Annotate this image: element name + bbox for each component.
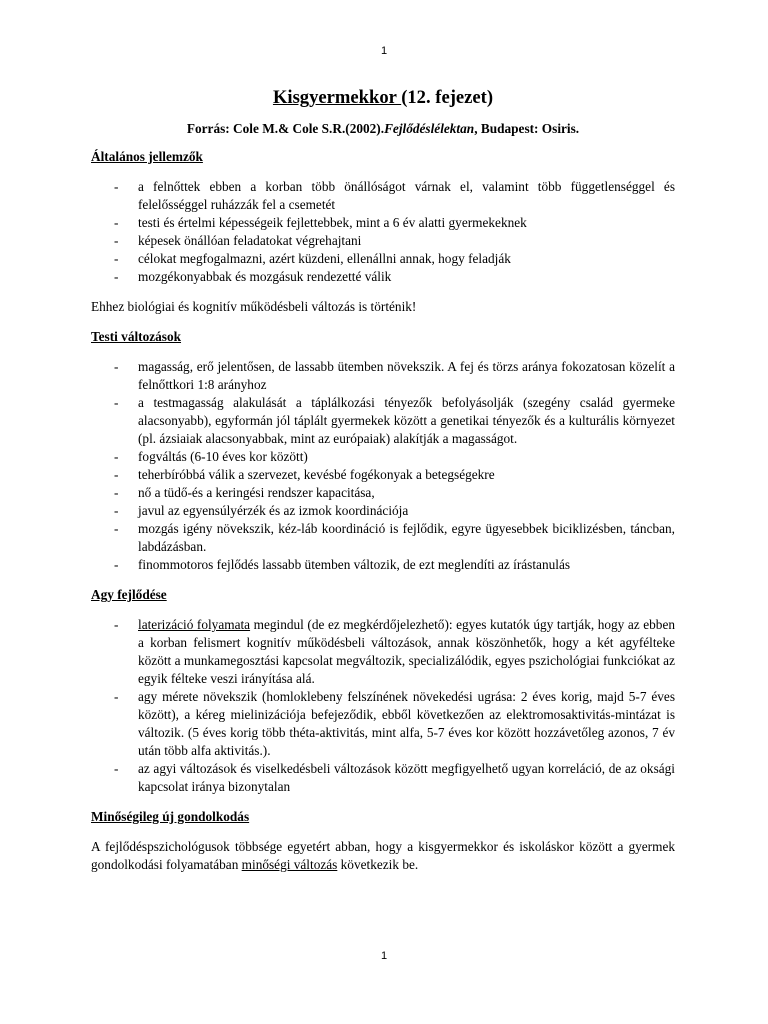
page-number-header: 1 (380, 45, 388, 57)
list-item (91, 556, 675, 574)
list-item-text: testi és értelmi képességeik fejlettebbek, mint a 6 év alatti gyermekeknek (138, 215, 527, 230)
general-list (91, 178, 675, 286)
dash-bullet: - (114, 689, 119, 704)
list-item (91, 214, 675, 232)
document-body (91, 86, 675, 886)
qualitative-change-term: minőségi változás (241, 857, 338, 872)
source-citation (91, 120, 675, 138)
list-item-text: képesek önállóan feladatokat végrehajtani (138, 233, 362, 248)
source-book: Fejlődéslélektan (384, 121, 475, 136)
dash-bullet: - (114, 557, 119, 572)
paragraph-text: következik be. (337, 857, 419, 872)
list-item (91, 484, 675, 502)
list-item (91, 394, 675, 448)
lateralization-term: laterizáció folyamata (138, 617, 251, 632)
title-main: Kisgyermekkor (272, 87, 402, 108)
list-item-text: teherbíróbbá válik a szervezet, kevésbé fogékonyak a betegségekre (138, 467, 495, 482)
list-item (91, 178, 675, 214)
dash-bullet: - (114, 485, 119, 500)
list-item (91, 250, 675, 268)
general-closing: Ehhez biológiai és kognitív működésbeli változás is történik! (91, 299, 417, 314)
list-item (91, 448, 675, 466)
list-item-text: mozgás igény növekszik, kéz-láb koordináció is fejlődik, egyre ügyesebbek biciklizésben, táncban, labdázásban. (138, 521, 675, 554)
page-number-footer: 1 (380, 950, 388, 962)
dash-bullet: - (114, 395, 119, 410)
dash-bullet: - (114, 521, 119, 536)
list-item-text: a testmagasság alakulását a táplálkozási tényezők befolyásolják (szegény család gyermeke alacsonyabb), egyformán jól táplált gyermekek között a genetikai tényezők és a kulturális környezet (pl. ázsiaiak alacsonyabbak, mint az európaiak) alakítják a magasságot. (138, 395, 675, 446)
brain-list (91, 616, 675, 796)
section-heading-physical: Testi változások (91, 329, 182, 344)
dash-bullet: - (114, 503, 119, 518)
dash-bullet: - (114, 359, 119, 374)
section-heading-thinking: Minőségileg új gondolkodás (91, 809, 250, 824)
list-item-text: magasság, erő jelentősen, de lassabb ütemben növekszik. A fej és törzs aránya fokozatosan közelít a felnőttkori 1:8 arányhoz (138, 359, 675, 392)
list-item-text: fogváltás (6-10 éves kor között) (138, 449, 308, 464)
dash-bullet: - (114, 449, 119, 464)
list-item-text: mozgékonyabbak és mozgásuk rendezetté válik (138, 269, 392, 284)
list-item (91, 502, 675, 520)
source-prefix: Forrás: Cole M.& Cole S.R.(2002). (186, 121, 385, 136)
list-item (91, 760, 675, 796)
list-item (91, 688, 675, 760)
list-item (91, 358, 675, 394)
list-item (91, 616, 675, 688)
list-item-text: finommotoros fejlődés lassabb ütemben változik, de ezt meglendíti az írástanulás (138, 557, 571, 572)
dash-bullet: - (114, 617, 119, 632)
paragraph-text: A fejlődéspszichológusok többsége egyetért abban, hogy a kisgyermekkor és iskoláskor között a gyermek gondolkodási folyamatában (91, 839, 675, 872)
thinking-paragraph (91, 838, 675, 874)
list-item-text: javul az egyensúlyérzék és az izmok koordinációja (138, 503, 409, 518)
list-item-text: célokat megfogalmazni, azért küzdeni, ellenállni annak, hogy feladják (138, 251, 511, 266)
list-item-text: megindul (de ez megkérdőjelezhető): egyes kutatók úgy tartják, hogy az ebben a korban felismert kognitív működésbeli változások, annak köszönhetők, hogy a két agyfélteke között a munkamegosztási kapcsolat megváltozik, specializálódik, egyes pszichológiai funkciókat az egyik félteke veszi irányítása alá. (138, 617, 675, 686)
list-item-text: a felnőttek ebben a korban több önállóságot várnak el, valamint több függetlenséggel és felelősséggel ruházzák fel a csemetét (138, 179, 675, 212)
list-item (91, 268, 675, 286)
dash-bullet: - (114, 233, 119, 248)
dash-bullet: - (114, 215, 119, 230)
list-item-text: nő a tüdő-és a keringési rendszer kapacitása, (138, 485, 375, 500)
dash-bullet: - (114, 467, 119, 482)
list-item-text: az agyi változások és viselkedésbeli változások között megfigyelhető ugyan korreláció, de az oksági kapcsolat iránya bizonytalan (138, 761, 675, 794)
section-heading-brain: Agy fejlődése (91, 587, 167, 602)
title-chapter: (12. fejezet) (401, 87, 494, 108)
dash-bullet: - (114, 761, 119, 776)
list-item (91, 466, 675, 484)
list-item (91, 232, 675, 250)
list-item-text: agy mérete növekszik (homloklebeny felszínének növekedési ugrása: 2 éves korig, majd 5-7 éves között), a kéreg mielinizációja befejeződik, ebből következően az elektromosaktivitás-mintázat is változik. (5 éves korig több théta-aktivitás, mint alfa, 5-7 éves kor között hozzávetőleg azonos, 7 év után több alfa aktivitás.). (138, 689, 675, 758)
section-heading-general: Általános jellemzők (91, 149, 203, 164)
page-title (91, 86, 675, 110)
list-item (91, 520, 675, 556)
source-suffix: , Budapest: Osiris. (474, 121, 580, 136)
dash-bullet: - (114, 269, 119, 284)
dash-bullet: - (114, 251, 119, 266)
dash-bullet: - (114, 179, 119, 194)
physical-list (91, 358, 675, 574)
